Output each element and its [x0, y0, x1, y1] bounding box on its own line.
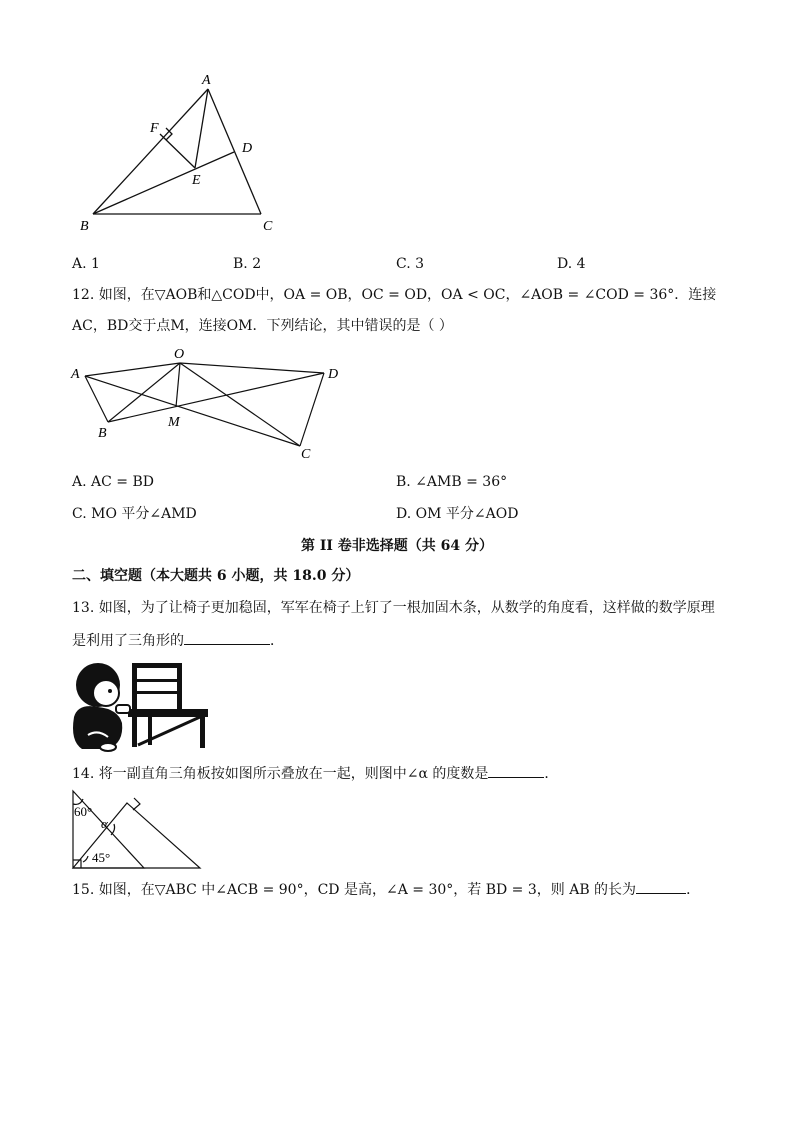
fig14-angle-45: 45° [92, 850, 111, 865]
q15-stem-text: 15. 如图，在▽ABC 中∠ACB = 90°，CD 是高，∠A = 30°，若 BD = 3，则 AB 的长为 [72, 882, 637, 898]
q13-stem-text: 是利用了三角形的 [72, 633, 184, 649]
q11-option-b: B. 2 [233, 256, 262, 272]
fig12-label-b: B [98, 426, 107, 441]
q11-option-c: C. 3 [396, 256, 425, 272]
q14-period: ． [544, 766, 559, 782]
q14-answer-blank[interactable] [488, 763, 544, 778]
q13-stem-line2 [72, 630, 284, 651]
q13-answer-blank[interactable] [184, 630, 270, 645]
section-title: 第 II 卷非选择题（共 64 分） [300, 538, 494, 554]
fig11-label-a: A [202, 73, 211, 88]
fig12-label-m: M [168, 415, 180, 430]
fig11-label-e: E [192, 173, 201, 188]
fig12-label-a: A [71, 367, 80, 382]
q12-option-c: C. MO 平分∠AMD [72, 506, 197, 522]
q12-stem-line2: AC，BD交于点M，连接OM．下列结论，其中错误的是（ ） [72, 318, 453, 334]
q12-option-d: D. OM 平分∠AOD [396, 506, 519, 522]
fig12-label-o: O [174, 347, 185, 362]
fig11-label-d: D [242, 141, 253, 156]
q12-option-a: A. AC = BD [72, 474, 154, 490]
q14-stem-text: 14. 将一副直角三角板按如图所示叠放在一起，则图中∠α 的度数是 [72, 766, 489, 782]
q14-set-squares-figure [68, 786, 208, 872]
q11-option-d: D. 4 [557, 256, 586, 272]
q15-answer-blank[interactable] [636, 879, 686, 894]
segment-fe [160, 134, 195, 168]
fig12-label-c: C [301, 447, 311, 462]
fig11-label-b: B [80, 219, 89, 234]
q13-period: ． [270, 633, 284, 649]
fig12-label-d: D [328, 367, 339, 382]
q12-stem-line1: 12. 如图，在▽AOB和△COD中，OA = OB，OC = OD，OA < OC，∠AOB = ∠COD = 36°．连接 [72, 287, 717, 303]
fig14-angle-60: 60° [74, 804, 93, 819]
q13-chair-illustration [68, 657, 210, 753]
q14-stem [72, 763, 558, 784]
q13-stem-line1: 13. 如图，为了让椅子更加稳固，军军在椅子上钉了一根加固木条，从数学的角度看，这样做的数学原理 [72, 600, 715, 616]
fig14-alpha: α [101, 816, 108, 831]
q12-option-b: B. ∠AMB = 36° [396, 474, 508, 490]
q12-figure [68, 344, 358, 462]
side-ab [93, 89, 208, 214]
fill-in-header: 二、填空题（本大题共 6 小题，共 18.0 分） [72, 568, 360, 584]
q11-option-a: A. 1 [72, 256, 100, 272]
segment-bd [93, 152, 234, 214]
q15-stem [72, 879, 700, 900]
q15-period: ． [686, 882, 701, 898]
side-ac [208, 89, 261, 214]
q11-triangle-figure [70, 66, 290, 238]
fig11-label-f: F [150, 121, 159, 136]
fig11-label-c: C [263, 219, 273, 234]
